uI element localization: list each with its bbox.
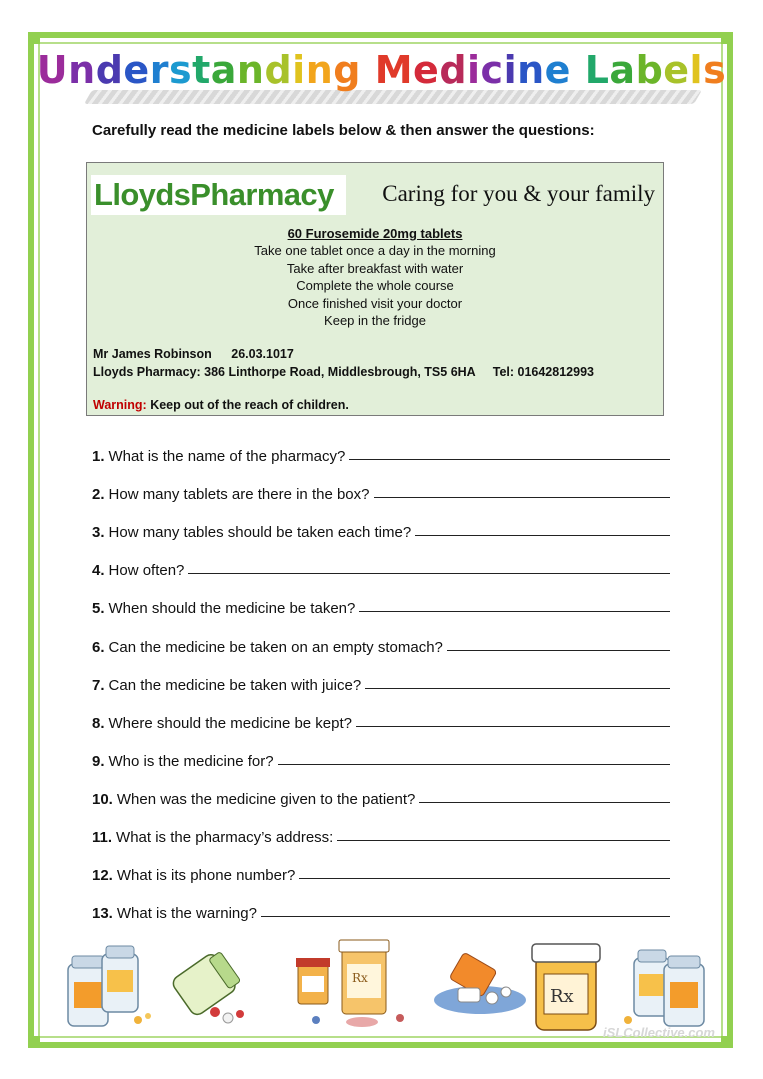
direction-line: Take one tablet once a day in the morning	[254, 243, 496, 259]
answer-line[interactable]	[359, 610, 670, 612]
title-letter: c	[480, 48, 504, 92]
question-row	[92, 486, 670, 503]
title-letter: g	[333, 48, 361, 92]
question-number: 13.	[92, 905, 113, 923]
question-row	[92, 524, 670, 541]
answer-line[interactable]	[356, 725, 670, 727]
question-row	[92, 715, 670, 732]
title-letter: M	[374, 48, 414, 92]
svg-text:Rx: Rx	[352, 971, 368, 985]
title-letter: i	[503, 48, 518, 92]
spilled-pills-icon	[434, 952, 526, 1014]
title-letter: n	[68, 48, 96, 92]
svg-text:Rx: Rx	[550, 986, 574, 1007]
question-number: 7.	[92, 676, 105, 694]
answer-line[interactable]	[365, 687, 670, 689]
question-row	[92, 867, 670, 884]
title-letter: t	[192, 48, 211, 92]
direction-line: Once finished visit your doctor	[287, 295, 463, 311]
question-number: 12.	[92, 867, 113, 885]
question-row	[92, 639, 670, 656]
title-letter: d	[439, 48, 468, 92]
question-number: 4.	[92, 562, 105, 580]
border-corner	[721, 32, 733, 44]
tipped-pill-bottle-icon	[170, 948, 244, 1023]
watermark: iSLCollective.com	[603, 1025, 715, 1040]
answer-line[interactable]	[299, 877, 670, 879]
title-letter: e	[123, 48, 150, 92]
title-letter: i	[467, 48, 481, 92]
border-corner	[28, 32, 40, 44]
direction-line: Take after breakfast with water	[286, 260, 464, 276]
pharmacy-phone: Tel: 01642812993	[492, 364, 594, 379]
answer-line[interactable]	[374, 496, 671, 498]
question-number: 10.	[92, 790, 113, 808]
question-number: 2.	[92, 486, 105, 504]
title-letter: l	[689, 48, 704, 92]
page-title	[0, 48, 763, 92]
title-letter: n	[305, 48, 334, 92]
question-row	[92, 448, 670, 465]
label-directions	[87, 225, 663, 329]
title-letter: e	[413, 48, 440, 92]
instructions: Carefully read the medicine labels below & then answer the questions:	[92, 122, 595, 139]
title-letter: U	[36, 48, 69, 92]
title-letter: s	[168, 48, 193, 92]
question-row	[92, 905, 670, 922]
question-text: How many tables should be taken each time?	[108, 524, 412, 542]
question-row	[92, 829, 670, 846]
answer-line[interactable]	[337, 839, 670, 841]
title-letter: d	[95, 48, 124, 92]
pharmacy-logo: LloydsPharmacy	[91, 175, 346, 215]
warning-label: Warning:	[93, 398, 147, 412]
pill-bottles-icon	[68, 946, 151, 1026]
title-letter: n	[517, 48, 545, 92]
answer-line[interactable]	[447, 649, 670, 651]
drug-name: 60 Furosemide 20mg tablets	[287, 226, 463, 241]
question-text: What is the warning?	[116, 905, 257, 923]
title-letter: i	[292, 48, 306, 92]
answer-line[interactable]	[349, 458, 670, 460]
pharmacy-address: Lloyds Pharmacy: 386 Linthorpe Road, Middlesbrough, TS5 6HA	[93, 364, 476, 379]
patient-info	[93, 346, 594, 381]
title-letter: r	[149, 48, 169, 92]
question-number: 6.	[92, 638, 105, 656]
title-letter: n	[236, 48, 265, 92]
title-letter	[571, 48, 585, 92]
title-letter: L	[584, 48, 610, 92]
answer-line[interactable]	[419, 801, 670, 803]
title-letter: a	[210, 48, 237, 92]
question-text: Can the medicine be taken with juice?	[108, 676, 362, 694]
pill-bottles-icon	[624, 950, 704, 1026]
rx-jar-icon	[532, 944, 600, 1030]
question-number: 1.	[92, 448, 105, 465]
question-number: 11.	[92, 829, 113, 846]
border-corner	[28, 1036, 40, 1048]
question-number: 5.	[92, 600, 105, 618]
question-text: How many tablets are there in the box?	[108, 486, 370, 504]
warning-line	[93, 398, 349, 412]
medicine-clipart-strip	[60, 934, 710, 1034]
question-text: Where should the medicine be kept?	[108, 714, 352, 732]
question-row	[92, 677, 670, 694]
direction-line: Keep in the fridge	[324, 313, 426, 329]
title-letter	[361, 48, 375, 92]
answer-line[interactable]	[261, 915, 670, 917]
title-letter: e	[544, 48, 571, 92]
title-letter: a	[609, 48, 636, 92]
question-row	[92, 791, 670, 808]
title-letter: b	[635, 48, 664, 92]
direction-line: Complete the whole course	[296, 278, 454, 294]
title-letter: d	[264, 48, 293, 92]
question-row	[92, 600, 670, 617]
dispense-date: 26.03.1017	[231, 347, 294, 361]
answer-line[interactable]	[188, 572, 670, 574]
question-text: When was the medicine given to the patient?	[116, 790, 416, 808]
pharmacy-slogan: Caring for you & your family	[382, 181, 655, 206]
question-number: 8.	[92, 714, 105, 732]
answer-line[interactable]	[415, 534, 670, 536]
answer-line[interactable]	[278, 763, 670, 765]
question-row	[92, 562, 670, 579]
question-text: When should the medicine be taken?	[108, 600, 356, 618]
question-text: What is the name of the pharmacy?	[108, 448, 346, 465]
border-corner	[721, 1036, 733, 1048]
patient-name: Mr James Robinson	[93, 347, 212, 361]
question-text: How often?	[108, 562, 185, 580]
question-text: What is its phone number?	[116, 867, 296, 885]
question-text: Who is the medicine for?	[108, 752, 274, 770]
prescription-bottles-icon	[296, 940, 404, 1027]
question-number: 9.	[92, 752, 105, 770]
question-number: 3.	[92, 524, 105, 542]
question-text: What is the pharmacy’s address:	[116, 829, 334, 846]
title-letter: s	[703, 48, 727, 92]
question-text: Can the medicine be taken on an empty stomach?	[108, 638, 443, 656]
title-letter: e	[663, 48, 690, 92]
question-row	[92, 753, 670, 770]
title-shadow	[84, 90, 702, 104]
medicine-label	[86, 162, 664, 416]
warning-text: Keep out of the reach of children.	[150, 398, 349, 412]
